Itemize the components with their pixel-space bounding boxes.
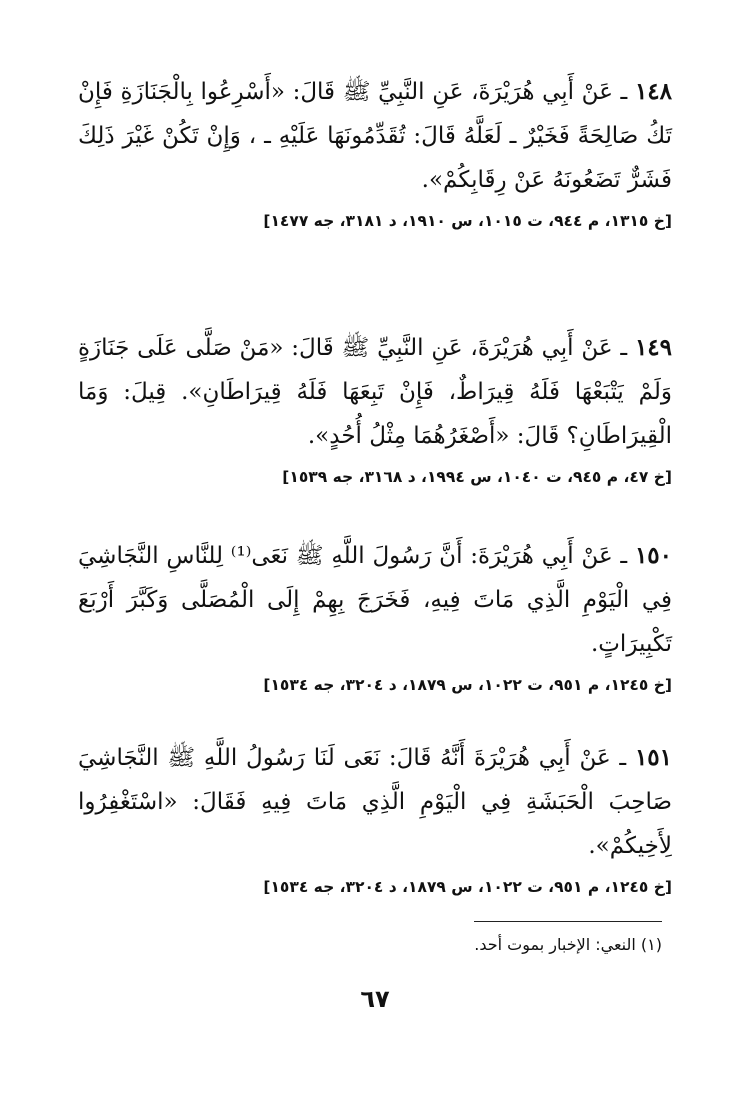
hadith-148 <box>78 70 672 230</box>
hadith-149 <box>78 326 672 486</box>
hadith-148-text <box>78 70 672 202</box>
hadith-149-text <box>78 326 672 458</box>
hadith-150-text <box>78 534 672 666</box>
hadith-149-references: [خ ٤٧، م ٩٤٥، ت ١٠٤٠، س ١٩٩٤، د ٣١٦٨، جه ١٥٣٩] <box>282 468 672 486</box>
hadith-151-text <box>78 736 672 868</box>
footnote-divider <box>474 921 662 922</box>
hadith-151 <box>78 736 672 896</box>
footnote: (١) النعي: الإخبار بموت أحد. <box>474 935 662 954</box>
hadith-151-references: [خ ١٢٤٥، م ٩٥١، ت ١٠٢٢، س ١٨٧٩، د ٣٢٠٤، جه ١٥٣٤] <box>263 878 672 896</box>
hadith-150 <box>78 534 672 694</box>
hadith-151-body: ـ عَنْ أَبِي هُرَيْرَةَ أَنَّهُ قَالَ: نَعَى لَنَا رَسُولُ اللَّهِ ﷺ النَّجَاشِيَ صَاحِبَ الْحَبَشَةِ فِي الْيَوْمِ الَّذِي مَاتَ فِيهِ فَقَالَ: «اسْتَغْفِرُوا لِأَخِيكُمْ». <box>78 745 672 859</box>
hadith-151-number: ١٥١ <box>634 744 672 771</box>
hadith-148-body: ـ عَنْ أَبِي هُرَيْرَةَ، عَنِ النَّبِيِّ ﷺ قَالَ: «أَسْرِعُوا بِالْجَنَازَةِ فَإِنْ تَكُ صَالِحَةً فَخَيْرٌ ـ لَعَلَّهُ قَالَ: تُقَدِّمُونَهَا عَلَيْهِ ـ ، وَإِنْ تَكُنْ غَيْرَ ذَلِكَ فَشَرٌّ تَضَعُونَهُ عَنْ رِقَابِكُمْ». <box>78 79 672 193</box>
hadith-150-references: [خ ١٢٤٥، م ٩٥١، ت ١٠٢٢، س ١٨٧٩، د ٣٢٠٤، جه ١٥٣٤] <box>263 676 672 694</box>
hadith-150-body: ـ عَنْ أَبِي هُرَيْرَةَ: أَنَّ رَسُولَ اللَّهِ ﷺ نَعَى⁽¹⁾ لِلنَّاسِ النَّجَاشِيَ فِي الْيَوْمِ الَّذِي مَاتَ فِيهِ، فَخَرَجَ بِهِمْ إِلَى الْمُصَلَّى وَكَبَّرَ أَرْبَعَ تَكْبِيرَاتٍ. <box>78 543 672 657</box>
hadith-149-body: ـ عَنْ أَبِي هُرَيْرَةَ، عَنِ النَّبِيِّ ﷺ قَالَ: «مَنْ صَلَّى عَلَى جَنَازَةٍ وَلَمْ يَتْبَعْهَا فَلَهُ قِيرَاطٌ، فَإِنْ تَبِعَهَا فَلَهُ قِيرَاطَانِ». قِيلَ: وَمَا الْقِيرَاطَانِ؟ قَالَ: «أَصْغَرُهُمَا مِثْلُ أُحُدٍ». <box>78 335 672 449</box>
hadith-148-references: [خ ١٣١٥، م ٩٤٤، ت ١٠١٥، س ١٩١٠، د ٣١٨١، جه ١٤٧٧] <box>263 212 672 230</box>
hadith-149-number: ١٤٩ <box>634 334 673 361</box>
hadith-148-number: ١٤٨ <box>634 78 672 105</box>
page-number: ٦٧ <box>360 985 390 1013</box>
hadith-150-number: ١٥٠ <box>634 542 672 569</box>
